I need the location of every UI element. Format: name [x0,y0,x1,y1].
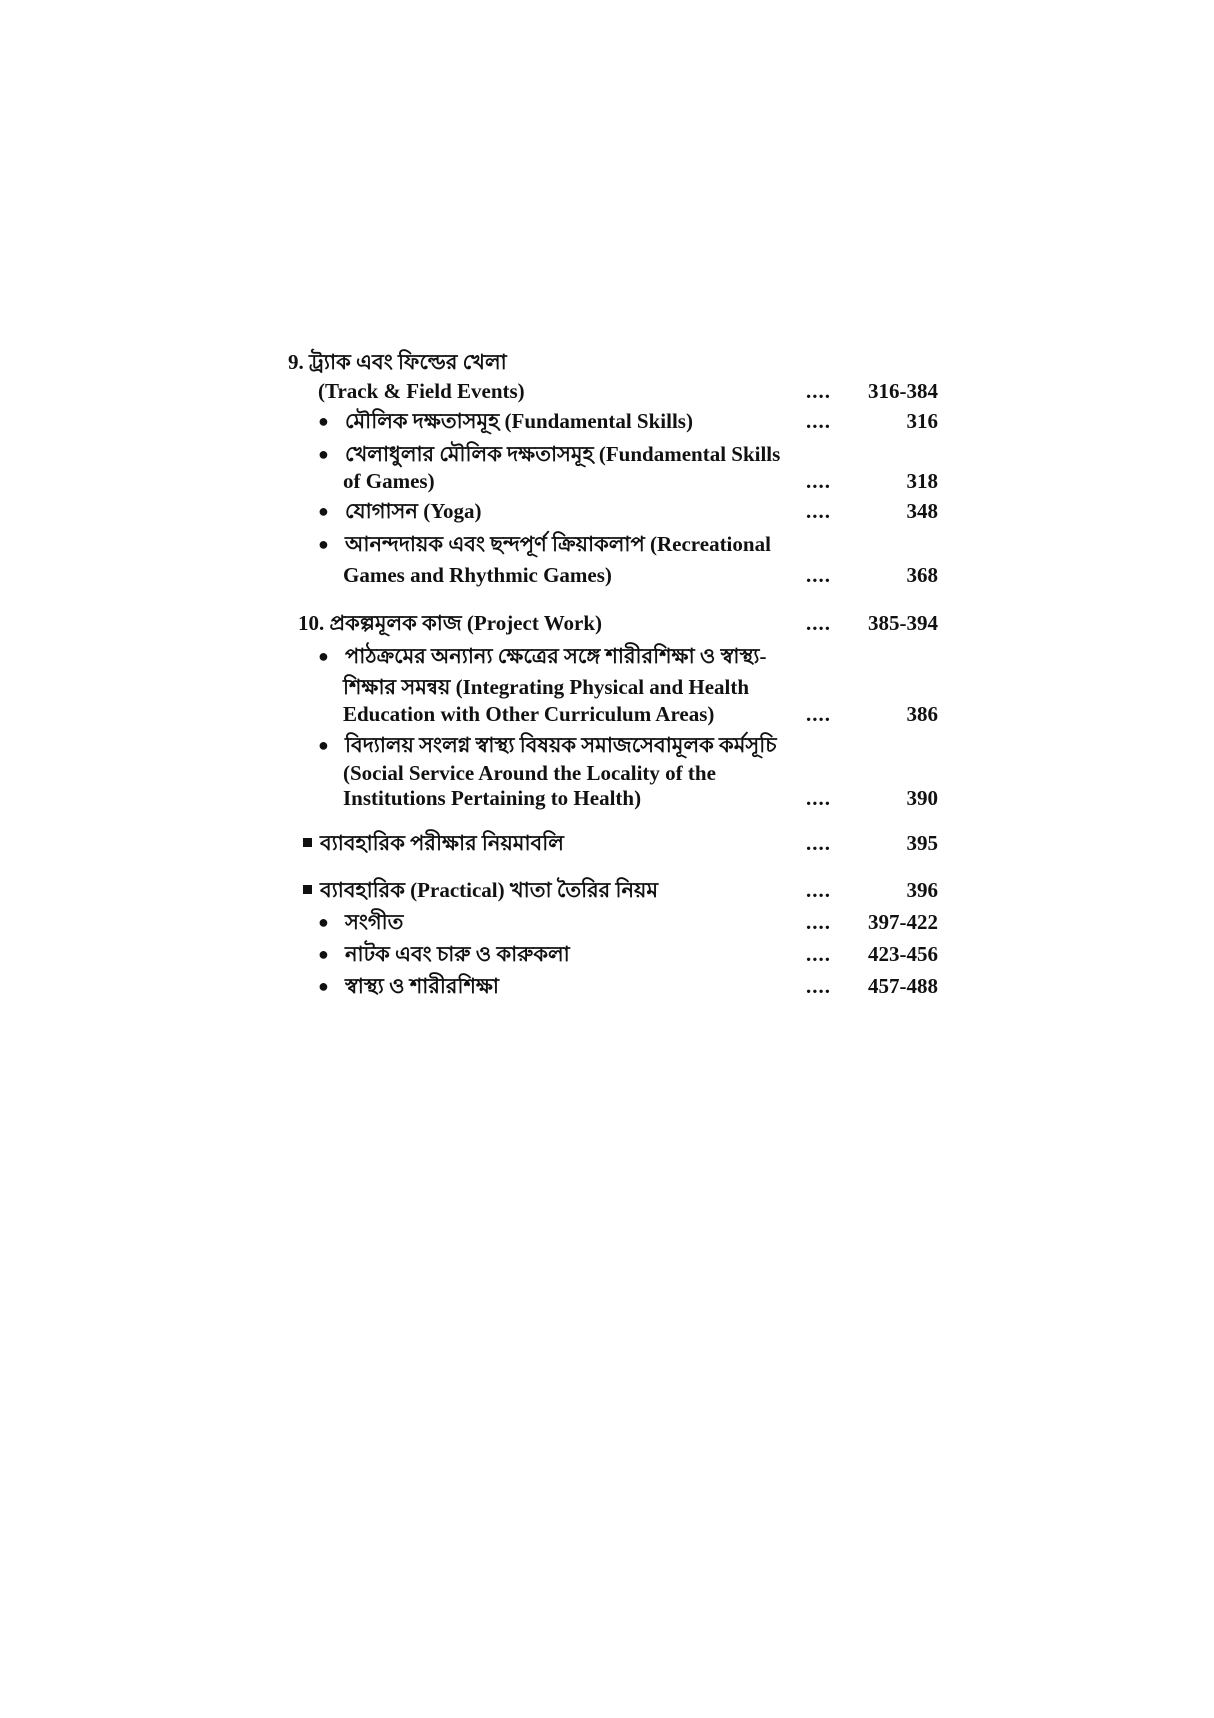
item-text: Education with Other Curriculum Areas) [343,702,715,726]
leader-dots: .... [806,702,831,726]
item-text: স্বাস্থ্য ও শারীরশিক্ষা [345,974,499,998]
leader-dots: .... [806,469,831,493]
leader-dots: .... [806,974,831,998]
item-text: সংগীত [345,910,404,934]
page-range: 316-384 [868,379,938,403]
leader-dots: .... [806,878,831,902]
item-text: যোগাসন (Yoga) [345,499,482,523]
bullet-icon: ● [318,501,329,521]
list-item [0,940,1214,968]
page-range: 397-422 [868,910,938,934]
list-item-continuation [0,673,1214,701]
page-number: 395 [906,831,938,855]
bullet-icon: ● [318,944,329,964]
page-number: 316 [906,409,938,433]
page-number: 386 [906,702,938,726]
item-text: নাটক এবং চারু ও কারুকলা [345,942,570,966]
item-text: বিদ্যালয় সংলগ্ন স্বাস্থ্য বিষয়ক সমাজসেবামূলক কর্মসূচি [345,733,777,757]
bullet-icon: ● [318,534,329,554]
practical-notebook-row [0,876,1214,904]
list-item [0,407,1214,435]
leader-dots: .... [806,910,831,934]
practical-rules-title: ব্যাবহারিক পরীক্ষার নিয়মাবলি [320,831,564,855]
list-item [0,642,1214,670]
item-text: of Games) [343,469,435,493]
chapter-10-heading [0,609,1214,637]
leader-dots: .... [806,563,831,587]
practical-notebook-title: ব্যাবহারিক (Practical) খাতা তৈরির নিয়ম [320,878,659,902]
list-item-continuation [0,700,1214,728]
page-number: 318 [906,469,938,493]
chapter-9-heading [0,348,1214,376]
bullet-icon: ● [318,912,329,932]
list-item [0,731,1214,759]
list-item-continuation [0,759,1214,787]
chapter-9-subtitle-row [0,377,1214,405]
item-text: আনন্দদায়ক এবং ছন্দপূর্ণ ক্রিয়াকলাপ (Recreational [345,532,771,556]
page-number: 368 [906,563,938,587]
list-item-continuation [0,561,1214,589]
leader-dots: .... [806,409,831,433]
square-bullet-icon [303,838,312,847]
page-number: 348 [906,499,938,523]
bullet-icon: ● [318,411,329,431]
practical-rules-row [0,829,1214,857]
list-item [0,972,1214,1000]
list-item [0,908,1214,936]
page-number: 390 [906,786,938,810]
page-range: 423-456 [868,942,938,966]
page-range: 385-394 [868,611,938,635]
bullet-icon: ● [318,444,329,464]
chapter-10-title: 10. প্রকল্পমূলক কাজ (Project Work) [298,611,603,635]
item-text: Institutions Pertaining to Health) [343,786,642,810]
square-bullet-icon [303,885,312,894]
list-item-continuation [0,784,1214,812]
leader-dots: .... [806,499,831,523]
leader-dots: .... [806,786,831,810]
item-text: পাঠক্রমের অন্যান্য ক্ষেত্রের সঙ্গে শারীরশিক্ষা ও স্বাস্থ্য- [345,644,767,668]
bullet-icon: ● [318,976,329,996]
chapter-9-title: 9. ট্র্যাক এবং ফিল্ডের খেলা [288,350,507,374]
leader-dots: .... [806,831,831,855]
list-item [0,440,1214,468]
list-item [0,497,1214,525]
leader-dots: .... [806,379,831,403]
bullet-icon: ● [318,646,329,666]
list-item [0,530,1214,558]
page-number: 396 [906,878,938,902]
item-text: (Social Service Around the Locality of the [343,761,716,785]
item-text: খেলাধুলার মৌলিক দক্ষতাসমূহ (Fundamental Skills [345,442,781,466]
page-range: 457-488 [868,974,938,998]
chapter-9-subtitle: (Track & Field Events) [318,379,525,403]
bullet-icon: ● [318,735,329,755]
item-text: শিক্ষার সমন্বয় (Integrating Physical and Health [343,675,750,699]
leader-dots: .... [806,942,831,966]
list-item-continuation [0,467,1214,495]
item-text: Games and Rhythmic Games) [343,563,612,587]
item-text: মৌলিক দক্ষতাসমূহ (Fundamental Skills) [345,409,693,433]
leader-dots: .... [806,611,831,635]
